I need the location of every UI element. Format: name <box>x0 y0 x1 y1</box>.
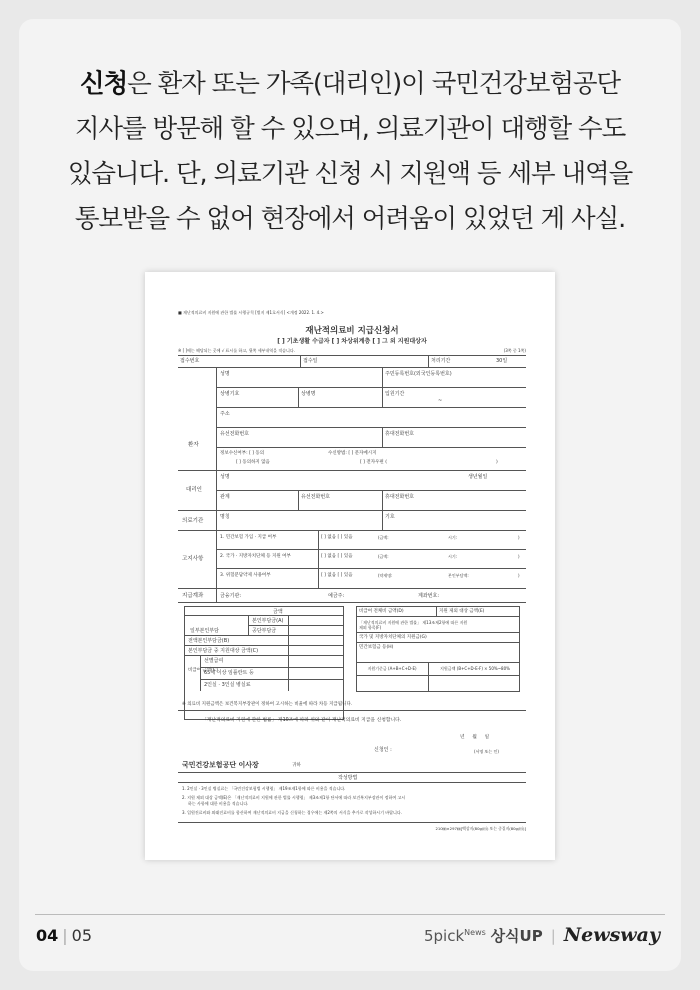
info-consent: 정보수신여부: [ ] 동의 <box>220 451 265 456</box>
agent-name-label: 성명 <box>220 474 230 480</box>
inst-code-label: 기호 <box>385 514 395 520</box>
patient-name-label: 성명 <box>220 371 230 377</box>
sel-label: 선별급여 <box>204 658 224 664</box>
bank-org: 금융기관: <box>220 593 242 599</box>
notice-1: 1. 민간보험 가입 · 지급 여부 <box>220 535 277 540</box>
insurer-pay: 공단부담금 <box>252 628 277 634</box>
self-pay-a: 본인부담금(A) <box>252 618 284 624</box>
sign-label: (서명 또는 인) <box>474 749 499 754</box>
info-decline: [ ] 동의하지 않음 <box>236 460 270 465</box>
phone-label: 유선전화번호 <box>220 431 249 437</box>
account-no: 계좌번호: <box>418 593 440 599</box>
receipt-no-label: 접수번호 <box>180 358 200 364</box>
bank-label: 지급계좌 <box>182 593 204 599</box>
notice-2-choice: [ ] 없음 [ ] 있음 <box>321 554 353 559</box>
disease-code-label: 상병기호 <box>220 391 240 397</box>
support-base: 지원기준금 (A+B+C+D-E) <box>367 666 417 671</box>
process-period-label: 처리기간 <box>431 358 451 364</box>
exclusion: 지원 제외 대상 금액(E) <box>439 609 485 614</box>
support-amount: 지원금액 (B+C+D-E-F) × 50%~80% <box>440 666 510 671</box>
brand-up: 상식UP <box>490 927 543 945</box>
application-form <box>178 310 526 844</box>
page-indicator: 04 | 05 <box>36 926 93 945</box>
patient-label: 환자 <box>188 442 199 448</box>
process-days: 30일 <box>496 358 508 364</box>
sel-65: 65세 이상 임플란트 등 <box>204 670 254 676</box>
sel-room: 2인실 · 3인실 병실료 <box>204 682 251 688</box>
agent-label: 대리인 <box>186 487 202 493</box>
notice-1-close: ) <box>518 535 520 540</box>
notice-1-choice: [ ] 없음 [ ] 있음 <box>321 535 353 540</box>
hosp-period-label: 입원기간 <box>385 391 405 397</box>
address-label: 주소 <box>220 411 230 417</box>
intro-line4: 통보받을 수 없어 현장에서 어려움이 있었던 게 사실. <box>74 204 626 234</box>
intro-highlight: 신청 <box>80 69 128 99</box>
note: ※ 의료비 지원금액은 보건복지부장관이 정하여 고시하는 비율에 따라 차등 지급됩니다. <box>182 702 353 707</box>
current-page: 04 <box>36 926 59 945</box>
receipt-date-label: 접수일 <box>303 358 318 364</box>
self-pay-label: 일부본인부담 <box>190 628 219 634</box>
date-fields: 년 월 일 <box>460 735 490 740</box>
notice-3: 3. 위험분담약제 사용여부 <box>220 573 271 578</box>
form-page-count: (3쪽 중 1쪽) <box>503 348 526 353</box>
agent-mobile-label: 휴대전화번호 <box>385 494 414 500</box>
howto-2b: 하는 사항에 대한 비용을 적습니다. <box>188 801 249 806</box>
notice-2: 2. 국가 · 지방자치단체 등 지원 여부 <box>220 554 291 559</box>
howto-3: 3. 입원진료비와 외래진료비를 합산하여 재난적의료비 지급을 신청하는 경우에는 제2쪽의 서식을 추가로 작성하시기 바랍니다. <box>182 810 402 815</box>
recv-email: [ ] 전자우편 ( <box>360 460 387 465</box>
notice-2-amount: (금액: <box>378 554 389 559</box>
noncovered-total: 비급여 전체비 금액(D) <box>359 609 404 614</box>
form-title: 재난적의료비 지급신청서 <box>305 326 399 336</box>
form-image <box>145 272 555 860</box>
intro-line2: 지사를 방문해 할 수 있으며, 의료기관이 대행할 수도 <box>74 114 626 144</box>
intro-text <box>40 62 660 242</box>
howto-1: 1. 2인실 · 3인실 병실료는 「국민건강보험법 시행령」 제19조제1항에 따른 비용을 적습니다. <box>182 786 346 791</box>
full-self-pay: 전액본인부담금(B) <box>188 638 230 644</box>
private-ins: 민간보험금 등(H) <box>359 645 394 650</box>
notice-3-close: ) <box>518 573 520 578</box>
patient-rrn-label: 주민등록번호(외국인등록번호) <box>385 371 452 377</box>
howto-2: 2. 지원 제외 대상 금액(E)은 「재난적의료비 지원에 관한 법률 시행령」 제3조제1항 단서에 따라 보건복지부장관이 정하여 고시 <box>182 795 406 800</box>
brand-news-sup: News <box>464 928 486 937</box>
mobile-label: 휴대전화번호 <box>385 431 414 437</box>
declaration: 「재난적의료비 지원에 관한 법률」 제10조에 따라 위와 같이 재난적의료비 지급을 신청합니다. <box>202 718 402 723</box>
inst-name-label: 명칭 <box>220 514 230 520</box>
intro-line1: 은 환자 또는 가족(대리인)이 국민건강보험공단 <box>127 69 620 99</box>
table-amount-header: 금액 <box>273 609 283 615</box>
brand-newsway: Newsway <box>563 924 660 946</box>
hosp-period-dash: ~ <box>438 398 443 404</box>
footer-divider <box>35 914 665 915</box>
form-instruction: ※ [ ]에는 해당되는 곳에 √ 표시를 하고, 뒷쪽 세부내역을 적습니다. <box>178 348 296 353</box>
addressee-suffix: 귀하 <box>292 763 301 768</box>
agent-phone-label: 유선전화번호 <box>301 494 330 500</box>
notice-1-when: 시기: <box>448 535 458 540</box>
gov-support: 국가 및 지방자치단체의 지원금(G) <box>359 635 427 640</box>
notice-2-close: ) <box>518 554 520 559</box>
form-header-note: ■ 재난적의료비 지원에 관한 법률 시행규칙 [별지 제1호서식] <개정 2022. 1. 4.> <box>178 310 324 315</box>
notice-3-own-amount: 본인부담액: <box>448 573 469 578</box>
agent-relation-label: 관계 <box>220 494 230 500</box>
recv-email-close: ) <box>496 460 498 465</box>
applicant-label: 신청인 : <box>374 747 392 753</box>
institution-label: 의료기관 <box>182 518 204 524</box>
notice-label: 고지사항 <box>182 556 204 562</box>
depositor: 예금주: <box>328 593 345 599</box>
notice-2-when: 시기: <box>448 554 458 559</box>
self-pay-c: 본인부담금 중 지원대상 금액(C) <box>188 648 259 654</box>
intro-line3: 있습니다. 단, 의료기관 신청 시 지원액 등 세부 내역을 <box>67 159 633 189</box>
law-support: 「재난적의료비 지원에 관한 법률」 제13조제2항에 따른 지원제외 항목(F) <box>359 620 468 630</box>
form-categories: [ ] 기초생활 수급자 [ ] 차상위계층 [ ] 그 외 지원대상자 <box>277 338 427 345</box>
notice-3-drug: (약제명: <box>378 573 393 578</box>
recv-method: 수신방법: [ ] 문자메시지 <box>328 451 377 456</box>
noncovered-label: 비급여 금액(C) <box>188 668 218 673</box>
paper-size: 210㎜×297㎜[백상지(80g/㎡) 또는 중질지(80g/㎡)] <box>435 826 526 831</box>
disease-name-label: 상병명 <box>301 391 316 397</box>
notice-1-amount: (금액: <box>378 535 389 540</box>
addressee: 국민건강보험공단 이사장 <box>182 761 259 769</box>
brand-logo: 5pick$^{News}$ 상식UP | Newsway <box>423 924 660 946</box>
agent-birth-label: 생년월일 <box>468 474 488 480</box>
howto-title: 작성방법 <box>338 775 358 781</box>
brand-5pick: 5pick <box>423 927 465 945</box>
total-pages: 05 <box>71 926 93 945</box>
notice-3-choice: [ ] 없음 [ ] 있음 <box>321 573 353 578</box>
